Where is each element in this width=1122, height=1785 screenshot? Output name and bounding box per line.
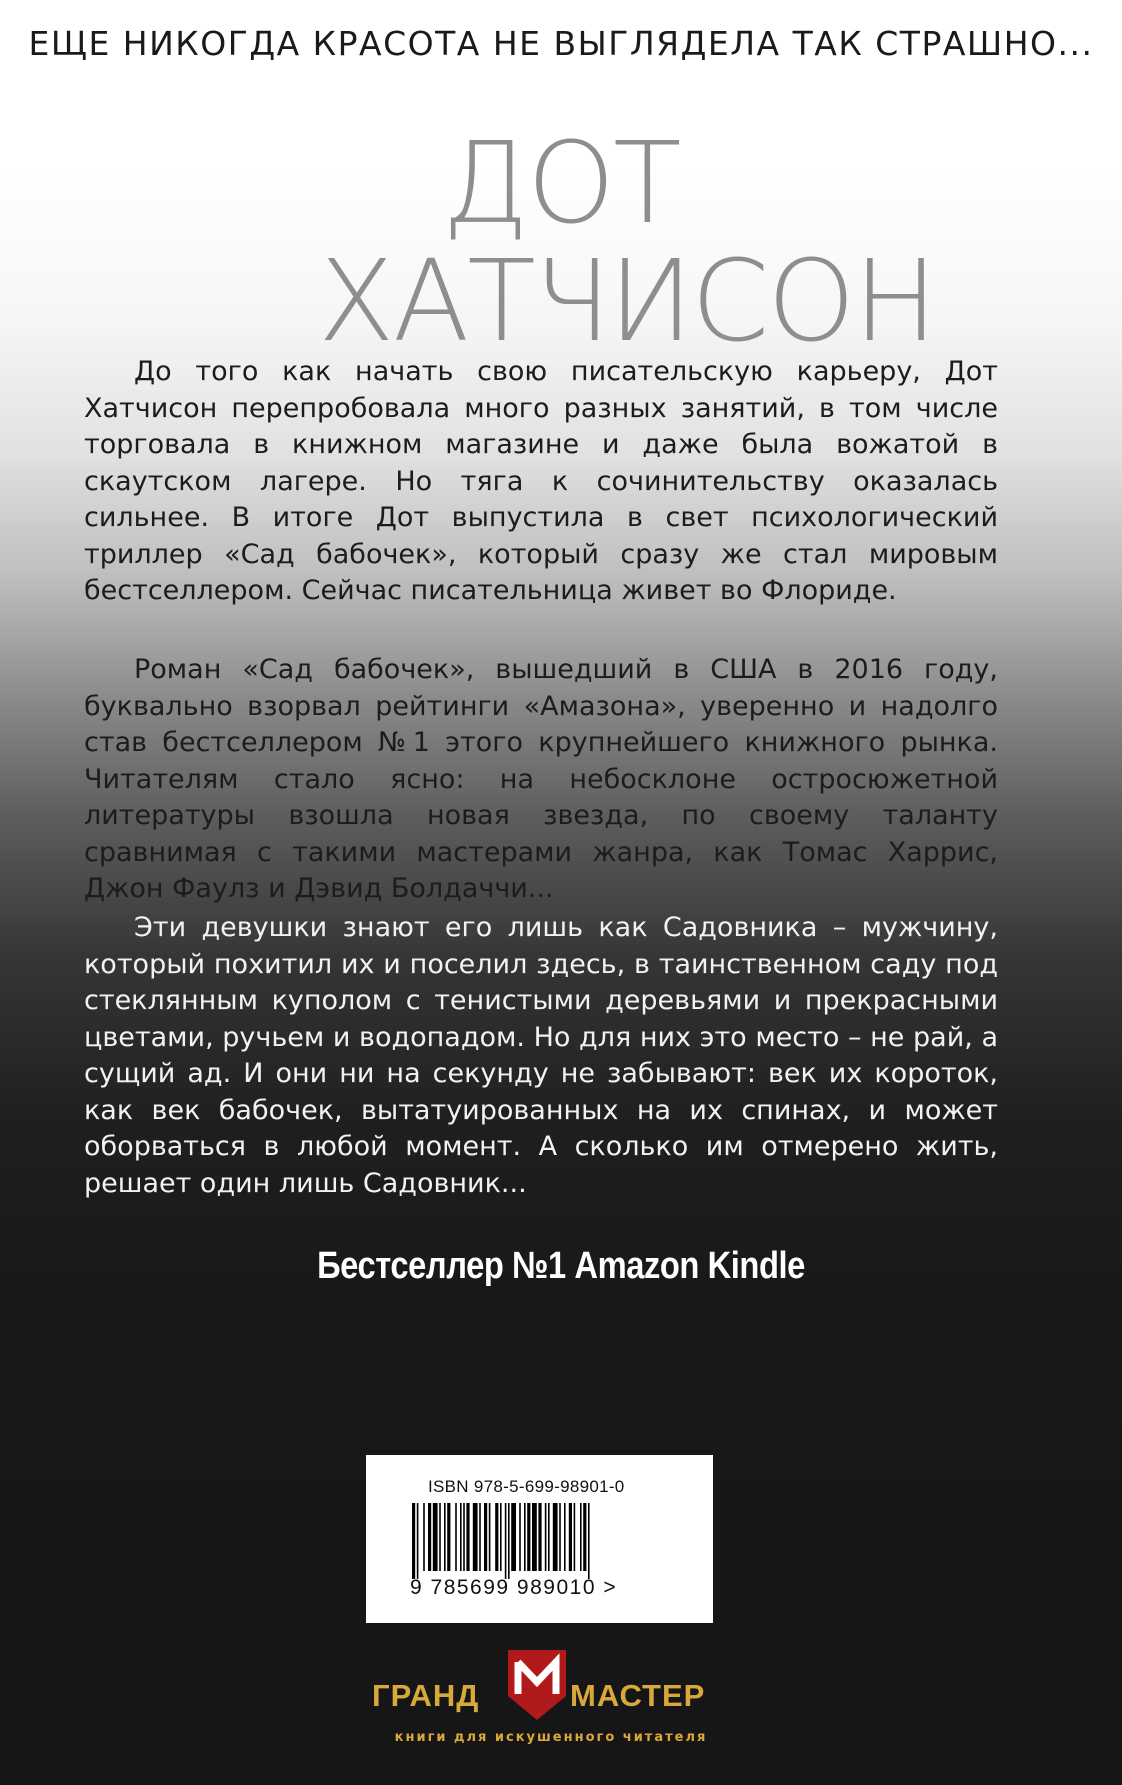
tagline: ЕЩЕ НИКОГДА КРАСОТА НЕ ВЫГЛЯДЕЛА ТАК СТРАШНО... <box>28 24 1094 63</box>
barcode-digits: 9 785699 989010 > <box>410 1576 618 1599</box>
author-name <box>318 119 936 367</box>
isbn-block <box>366 1455 713 1623</box>
author-last-name: ХАТЧИСОН <box>318 237 936 367</box>
publisher-logo <box>372 1648 732 1748</box>
author-first-name: ДОТ <box>442 119 680 249</box>
author-bio-paragraph: До того как начать свою писательскую карьеру, Дот Хатчисон перепробовала много разных занятий, в том числе торговала в книжном магазине и даже была вожатой в скаутском лагере. Но тяга к сочинительству оказалась сильнее. В итоге Дот выпустила в свет психологический триллер «Сад бабочек», который сразу же стал мировым бестселлером. Сейчас писательница живет во Флориде. <box>84 356 998 606</box>
publisher-name-right: МАСТЕР <box>570 1678 706 1713</box>
publisher-tagline: книги для искушенного читателя <box>394 1730 708 1745</box>
plot-summary-paragraph: Эти девушки знают его лишь как Садовника – мужчину, который похитил их и поселил здесь, в таинственном саду под стеклянным куполом с тенистыми деревьями и прекрасными цветами, ручьем и водопадом. Но для них это место – не рай, а сущий ад. И они ни на секунду не забывают: век их короток, как век бабочек, вытатуированных на их спинах, и может оборваться в любой момент. А сколько им отмерено жить, решает один лишь Садовник... <box>84 912 998 1199</box>
isbn-label: ISBN 978-5-699-98901-0 <box>428 1477 625 1496</box>
novel-description-paragraph: Роман «Сад бабочек», вышедший в США в 2016 году, буквально взорвал рейтинги «Амазона», уверенно и надолго став бестселлером №1 этого крупнейшего книжного рынка. Читателям стало ясно: на небосклоне остросюжетной литературы взошла новая звезда, по своему таланту сравнимая с такими мастерами жанра, как Томас Харрис, Джон Фаулз и Дэвид Болдаччи... <box>84 654 998 904</box>
publisher-logo-icon <box>506 1648 568 1722</box>
bestseller-badge: Бестселлер №1 Amazon Kindle <box>317 1245 805 1287</box>
publisher-name-left: ГРАНД <box>372 1678 480 1713</box>
barcode-icon <box>412 1503 662 1579</box>
